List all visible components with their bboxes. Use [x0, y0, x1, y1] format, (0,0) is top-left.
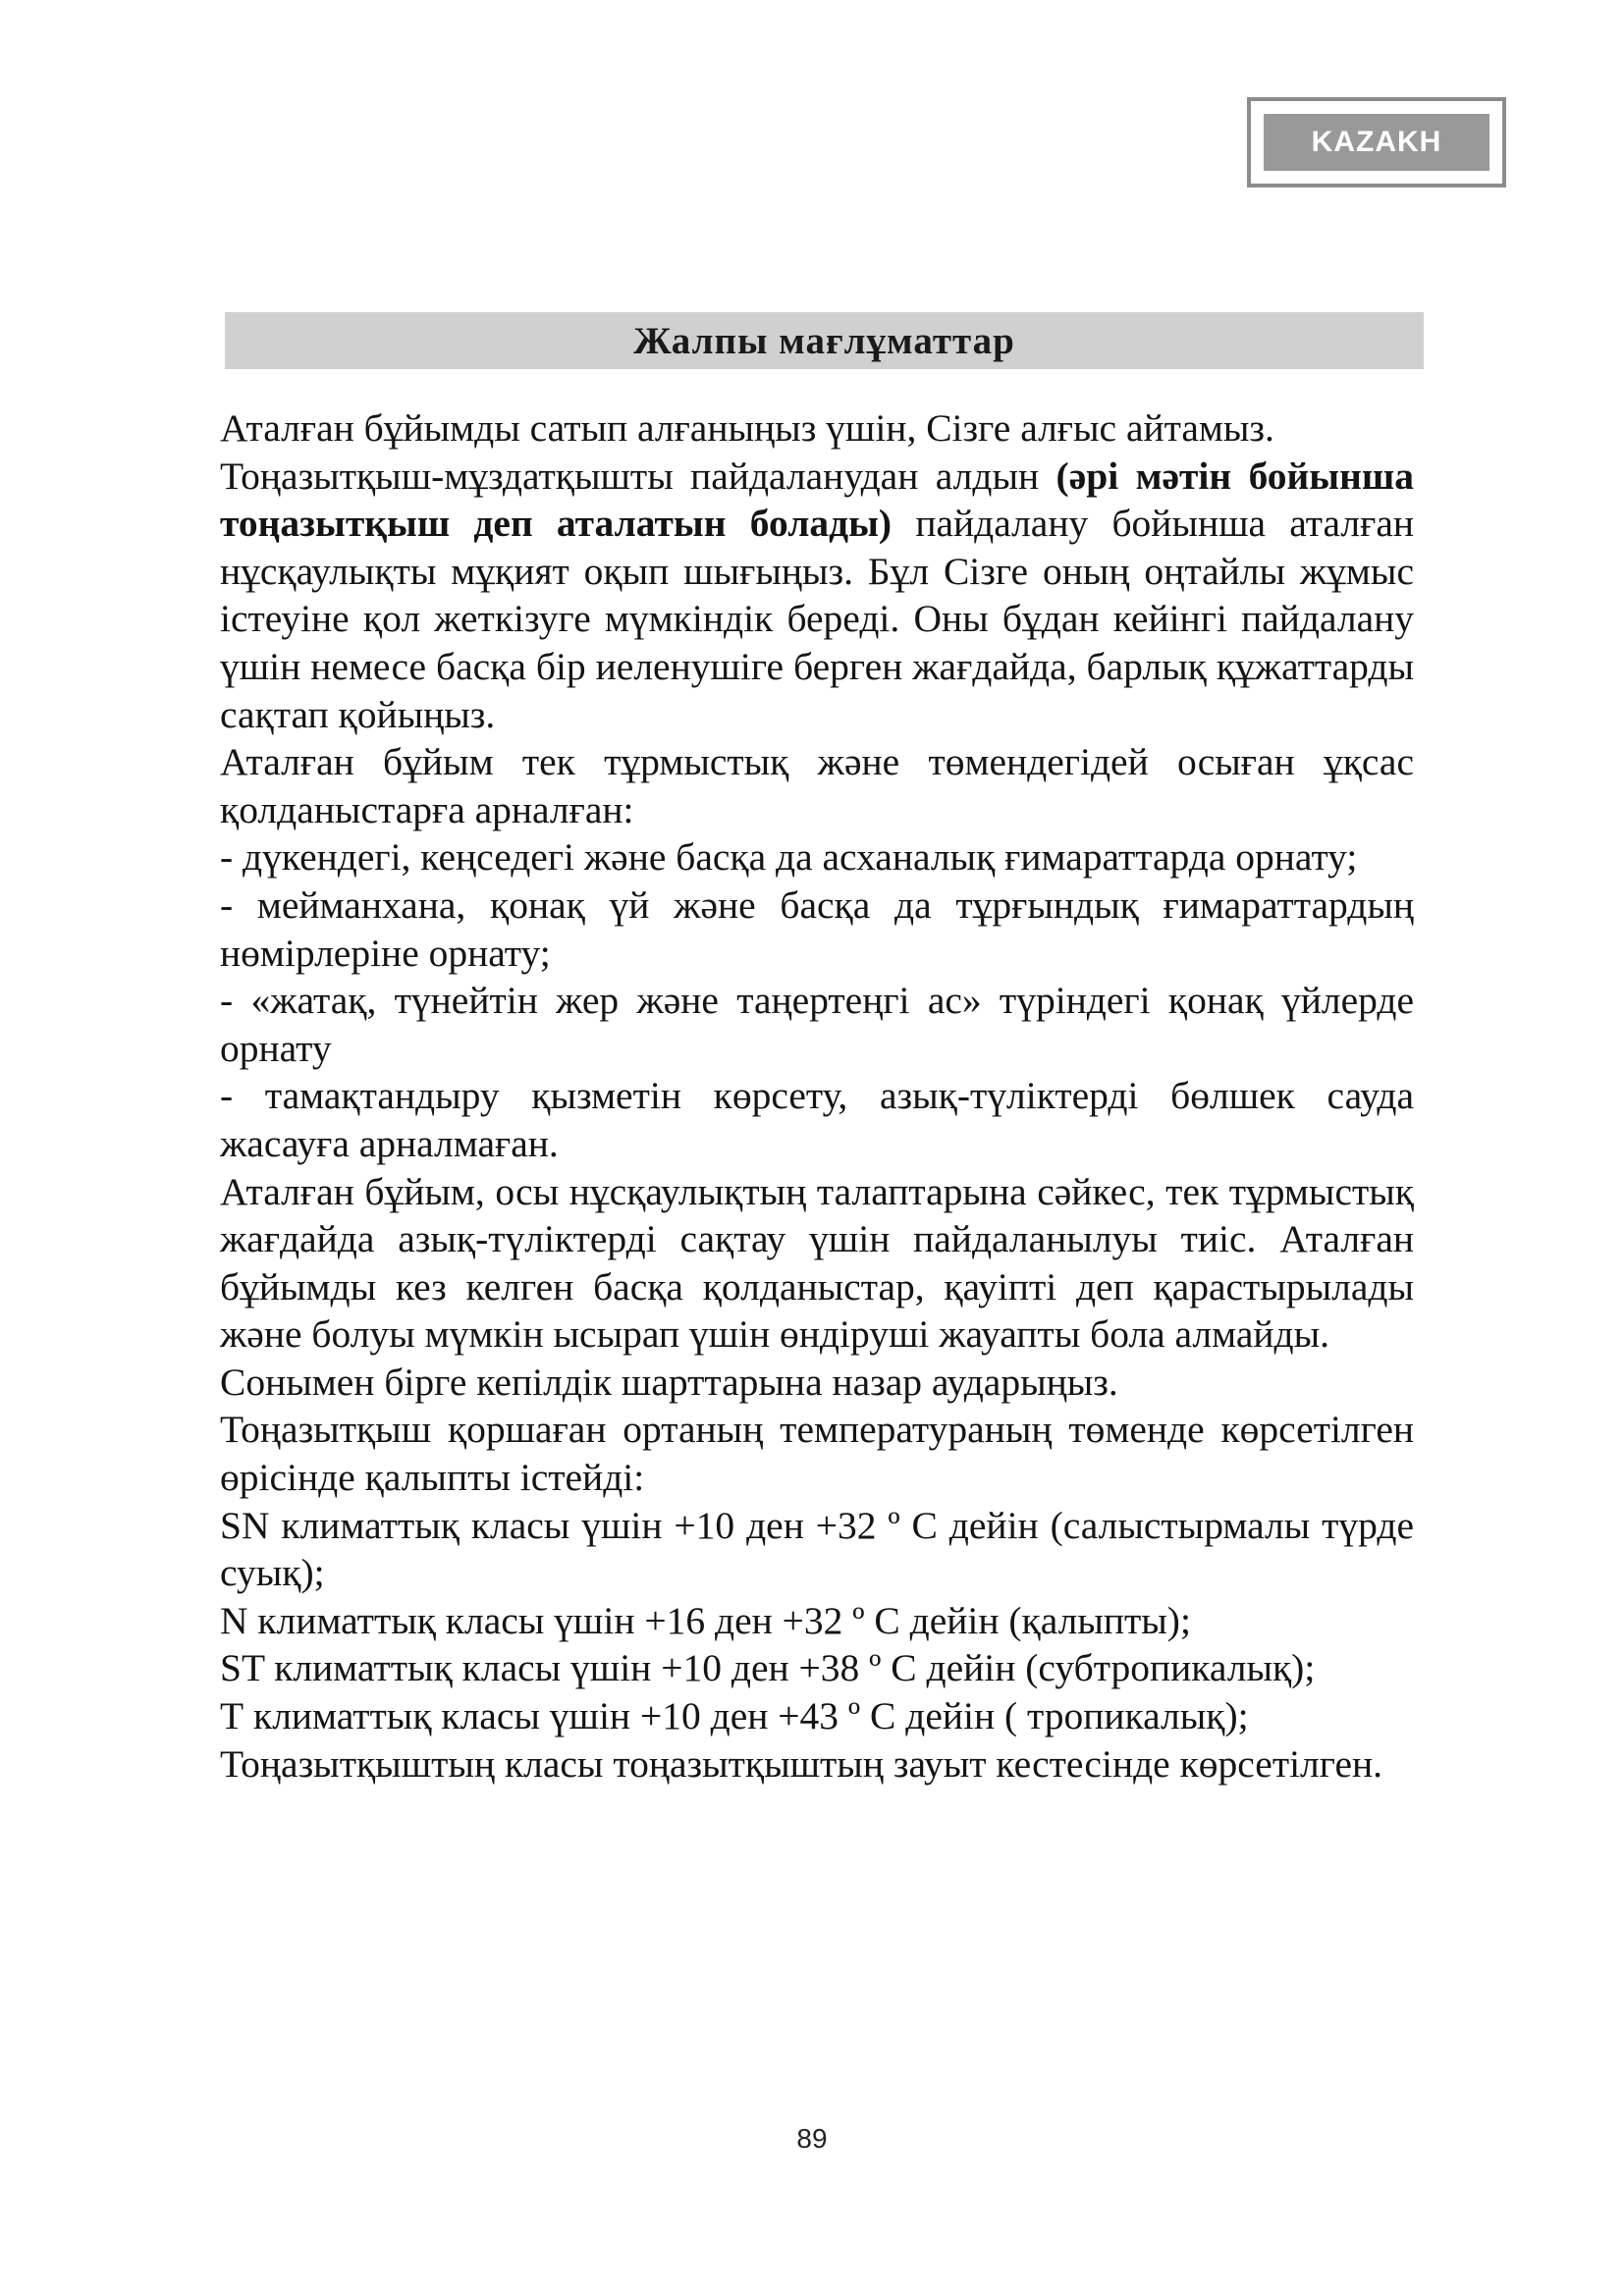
- paragraph-thanks: Аталған бұйымды сатып алғаныңыз үшін, Сізге алғыс айтамыз.: [220, 406, 1274, 450]
- language-tab-label: KAZAKH: [1264, 114, 1489, 171]
- paragraph-household-use: Аталған бұйым, осы нұсқаулықтың талаптарына сәйкес, тек тұрмыстық жағдайда азық-түліктерді сақтау үшін пайдаланылуы тиіс. Аталған бұйымды кез келген басқа қолданыстар, қауіпті деп қарастырылады және болуы мүмкін ысырап үшін өндіруші жауапты бола алмайды.: [220, 1169, 1414, 1357]
- section-header-bar: [225, 312, 1424, 369]
- document-body: [220, 404, 1414, 1788]
- paragraph-intended-use: Аталған бұйым тек тұрмыстық және төмендегідей осыған ұқсас қолданыстарға арналған:: [220, 740, 1414, 831]
- paragraph-class-label: Тоңазытқыштың класы тоңазытқыштың зауыт кестесінде көрсетілген.: [220, 1741, 1382, 1786]
- climate-class-sn: SN климаттық класы үшін +10 ден +32 º С дейін (салыстырмалы түрде суық);: [220, 1503, 1414, 1595]
- list-item-shops: - дүкендегі, кеңседегі және басқа да асханалық ғимараттарда орнату;: [220, 835, 1358, 880]
- climate-class-n: N климаттық класы үшін +16 ден +32 º С дейін (қалыпты);: [220, 1598, 1191, 1642]
- list-item-catering: - тамақтандыру қызметін көрсету, азық-түліктерді бөлшек сауда жасауға арналмаған.: [220, 1074, 1414, 1165]
- list-item-hotels: - мейманхана, қонақ үй және басқа да тұрғындық ғимараттардың нөмірлеріне орнату;: [220, 882, 1414, 975]
- paragraph-read-instructions-bold: (әрі мәтін бойынша тоңазытқыш деп аталатын болады): [220, 454, 1415, 546]
- paragraph-read-instructions-end: пайдалану бойынша аталған нұсқаулықты мұқият оқып шығыңыз. Бұл Сізге оның оңтайлы жұмыс істеуіне қол жеткізуге мүмкіндік береді. Оны бұдан кейінгі пайдалану үшін немесе басқа бір иеленушіге берген жағдайда, барлық құжаттарды сақтап қойыңыз.: [220, 502, 1415, 736]
- paragraph-warranty: Сонымен бірге кепілдік шарттарына назар аударыңыз.: [220, 1360, 1118, 1404]
- climate-class-st: ST климаттық класы үшін +10 ден +38 º С дейін (субтропикалық);: [220, 1646, 1316, 1690]
- list-item-bed-breakfast: - «жатақ, түнейтін жер және таңертеңгі ас» түріндегі қонақ үйлерде орнату: [220, 979, 1414, 1070]
- language-tab: [1247, 97, 1506, 187]
- section-title: Жалпы мағлұматтар: [633, 319, 1015, 362]
- climate-class-t: Т климаттық класы үшін +10 ден +43 º С дейін ( тропикалық);: [220, 1694, 1249, 1738]
- paragraph-read-instructions: [220, 453, 1414, 739]
- paragraph-read-instructions-start: Тоңазытқыш-мұздатқышты пайдаланудан алдын: [220, 454, 1056, 498]
- page-number: 89: [796, 2123, 828, 2154]
- paragraph-temperature-range: Тоңазытқыш қоршаған ортаның температураның төменде көрсетілген өрісінде қалыпты істейді:: [220, 1408, 1414, 1500]
